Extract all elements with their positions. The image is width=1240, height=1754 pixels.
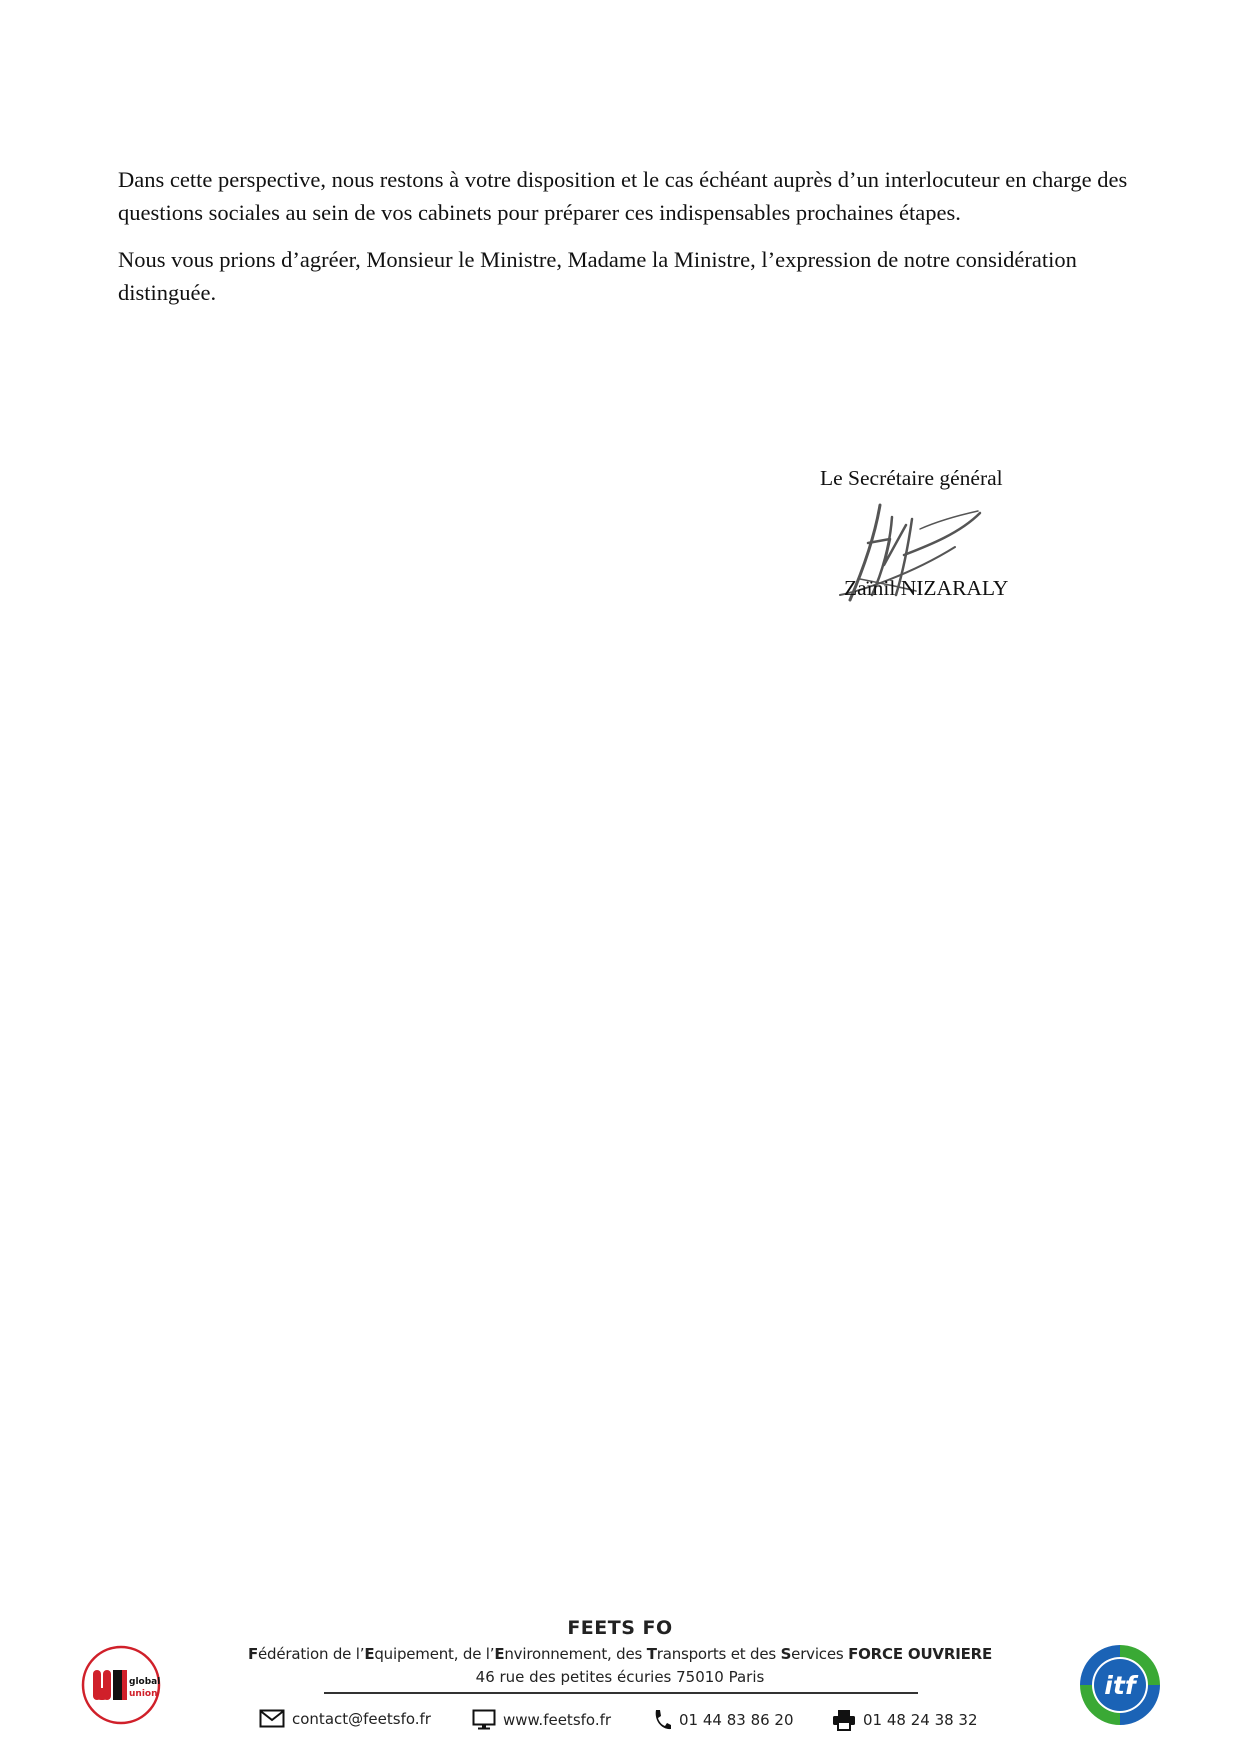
letter-body (118, 163, 1133, 323)
website-link[interactable]: www.feetsfo.fr (503, 1711, 612, 1729)
organization-full-name: Fédération de l’Equipement, de l’Environnement, des Transports et des Services FORCE OUVRIERE (247, 1645, 993, 1663)
phone-icon (652, 1709, 672, 1731)
contact-email[interactable] (259, 1709, 431, 1728)
closing-paragraph: Dans cette perspective, nous restons à votre disposition et le cas échéant auprès d’un interlocuteur en charge des questions sociales au sein de vos cabinets pour préparer ces indispensables prochaines étapes. (118, 167, 1128, 225)
contact-phone[interactable] (652, 1709, 794, 1731)
signatory-name: Zaïnil NIZARALY (844, 576, 1009, 600)
phone-number[interactable]: 01 44 83 86 20 (679, 1711, 794, 1729)
monitor-icon (472, 1709, 496, 1731)
organization-name: FEETS FO (567, 1617, 673, 1639)
salutation-paragraph: Nous vous prions d’agréer, Monsieur le Ministre, Madame la Ministre, l’expression de notre considération distinguée. (118, 247, 1077, 305)
svg-text:itf: itf (1104, 1671, 1136, 1700)
fax-number: 01 48 24 38 32 (863, 1711, 978, 1729)
organization-address: 46 rue des petites écuries 75010 Paris (475, 1668, 765, 1686)
svg-text:union: union (129, 1689, 158, 1699)
envelope-icon (259, 1709, 285, 1728)
letterhead-footer (0, 1612, 1240, 1754)
contact-fax (832, 1709, 978, 1731)
footer-divider (324, 1692, 918, 1694)
email-address[interactable]: contact@feetsfo.fr (292, 1709, 431, 1728)
contact-website[interactable] (472, 1709, 611, 1731)
svg-text:global: global (129, 1677, 161, 1687)
signatory-title: Le Secrétaire général (820, 466, 1003, 490)
printer-icon (832, 1709, 856, 1731)
itf-logo (1077, 1642, 1163, 1728)
contact-bar (0, 1709, 1240, 1737)
